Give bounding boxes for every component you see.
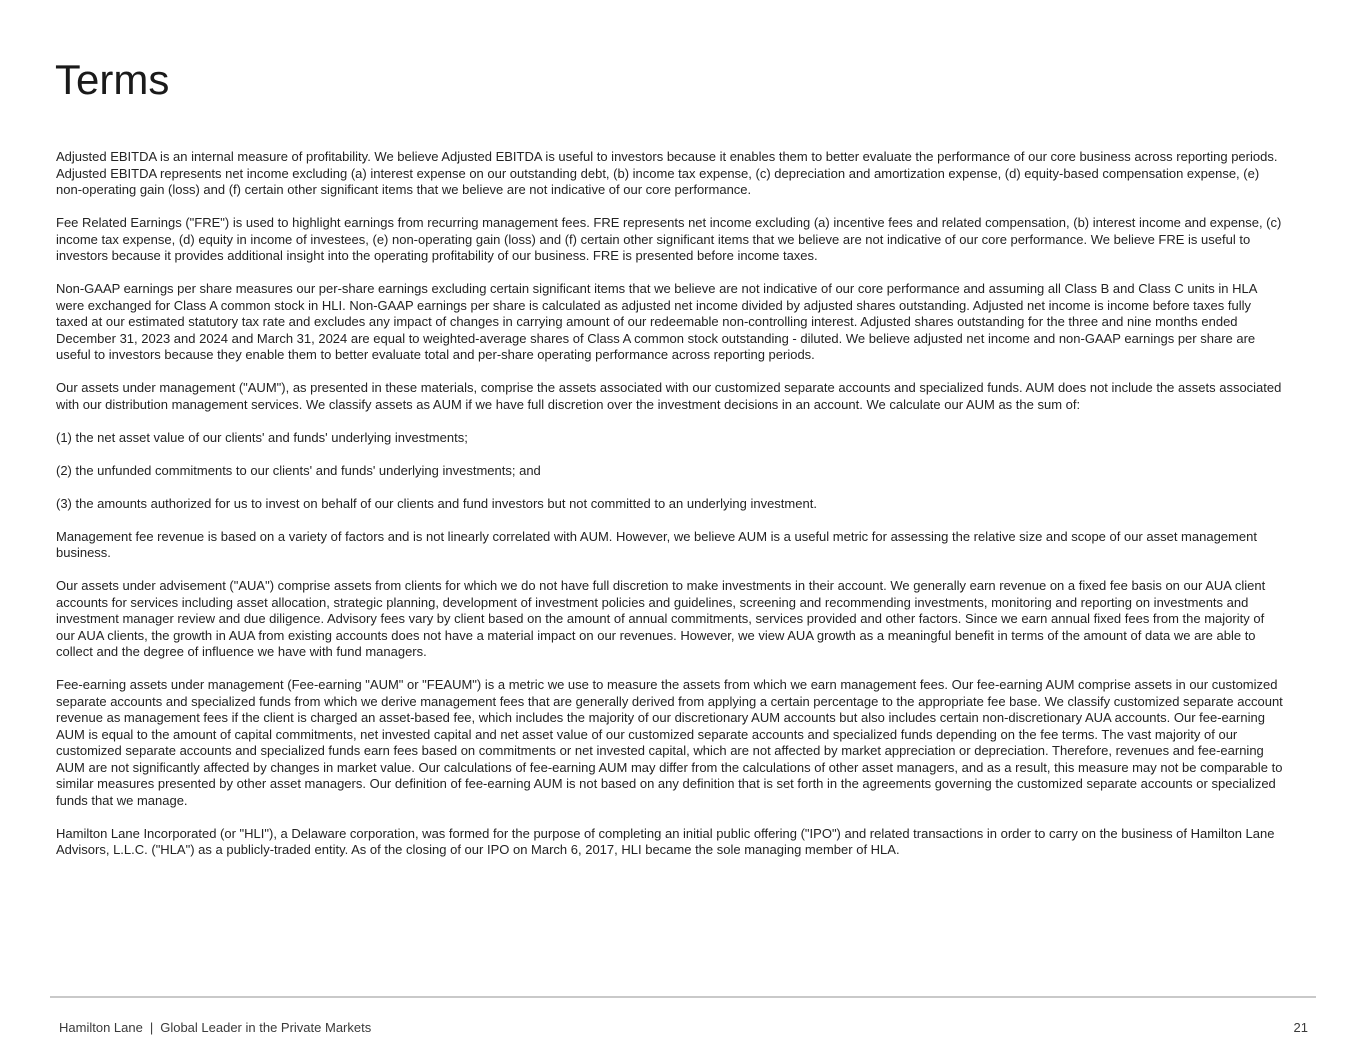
footer-company: Hamilton Lane bbox=[59, 1020, 143, 1035]
paragraph-aum: Our assets under management ("AUM"), as presented in these materials, comprise the assets associated with our customized separate accounts and specialized funds. AUM does not include the assets associated with our distribution management services. We classify assets as AUM if we have full discretion over the investment decisions in an account. We calculate our AUM as the sum of: bbox=[56, 380, 1282, 412]
paragraph-feaum: Fee-earning assets under management (Fee-earning "AUM" or "FEAUM") is a metric we use to measure the assets from which we earn management fees. Our fee-earning AUM comprise assets in our customized separate accounts and specialized funds from which we derive management fees that are generally derived from applying a certain percentage to the appropriate fee base. We classify customized separate account revenue as management fees if the client is charged an asset-based fee, which includes the majority of our discretionary AUM accounts but also includes certain non-discretionary AUA accounts. Our fee-earning AUM is equal to the amount of capital commitments, net invested capital and net asset value of our customized separate accounts and specialized funds depending on the fee terms. The vast majority of our customized separate accounts and specialized funds earn fees based on commitments or net invested capital, which are not affected by market appreciation or depreciation. Therefore, revenues and fee-earning AUM are not significantly affected by changes in market value. Our calculations of fee-earning AUM may differ from the calculations of other asset managers, and as a result, this measure may not be comparable to similar measures presented by other asset managers. Our definition of fee-earning AUM is not based on any definition that is set forth in the agreements governing the customized separate accounts or specialized funds that we manage. bbox=[56, 677, 1283, 808]
paragraph-fre: Fee Related Earnings ("FRE") is used to highlight earnings from recurring management fees. FRE represents net income excluding (a) incentive fees and related compensation, (b) interest income and expense, (c) income tax expense, (d) equity in income of investees, (e) non-operating gain (loss) and (f) certain other significant items that we believe are not indicative of our core performance. We believe FRE is useful to investors because it provides additional insight into the operating profitability of our business. FRE is presented before income taxes. bbox=[56, 215, 1282, 263]
paragraph-adjusted-ebitda: Adjusted EBITDA is an internal measure of profitability. We believe Adjusted EBITDA is useful to investors because it enables them to better evaluate the performance of our core business across reporting periods. Adjusted EBITDA represents net income excluding (a) interest expense on our outstanding debt, (b) income tax expense, (c) depreciation and amortization expense, (d) equity-based compensation expense, (e) non-operating gain (loss) and (f) certain other significant items that we believe are not indicative of our core performance. bbox=[56, 149, 1278, 197]
footer-brand bbox=[59, 1020, 371, 1035]
footer-separator: | bbox=[149, 1020, 154, 1035]
paragraph-management-fee: Management fee revenue is based on a variety of factors and is not linearly correlated with AUM. However, we believe AUM is a useful metric for assessing the relative size and scope of our asset management business. bbox=[56, 528, 1257, 560]
footer-divider bbox=[50, 996, 1316, 998]
page-title: Terms bbox=[55, 56, 170, 103]
terms-body bbox=[56, 149, 1284, 875]
page-number: 21 bbox=[1293, 1020, 1308, 1035]
paragraph-hli: Hamilton Lane Incorporated (or "HLI"), a Delaware corporation, was formed for the purpose of completing an initial public offering ("IPO") and related transactions in order to carry on the business of Hamilton Lane Advisors, L.L.C. ("HLA") as a publicly-traded entity. As of the closing of our IPO on March 6, 2017, HLI became the sole managing member of HLA. bbox=[56, 825, 1275, 857]
paragraph-aum-item-2: (2) the unfunded commitments to our clients' and funds' underlying investments; and bbox=[56, 462, 541, 478]
footer-tagline: Global Leader in the Private Markets bbox=[160, 1020, 372, 1035]
paragraph-non-gaap-eps: Non-GAAP earnings per share measures our per-share earnings excluding certain significant items that we believe are not indicative of our core performance and assuming all Class B and Class C units in HLA were exchanged for Class A common stock in HLI. Non-GAAP earnings per share is calculated as adjusted net income divided by adjusted shares outstanding. Adjusted net income is income before taxes fully taxed at our estimated statutory tax rate and excludes any impact of changes in carrying amount of our redeemable non-controlling interest. Adjusted shares outstanding for the three and nine months ended December 31, 2023 and 2024 and March 31, 2024 are equal to weighted-average shares of Class A common stock outstanding - diluted. We believe adjusted net income and non-GAAP earnings per share are useful to investors because they enable them to better evaluate total and per-share operating performance across reporting periods. bbox=[56, 281, 1257, 362]
paragraph-aum-item-3: (3) the amounts authorized for us to invest on behalf of our clients and fund investors but not committed to an underlying investment. bbox=[56, 495, 817, 511]
paragraph-aum-item-1: (1) the net asset value of our clients' and funds' underlying investments; bbox=[56, 429, 468, 445]
paragraph-aua: Our assets under advisement ("AUA") comprise assets from clients for which we do not have full discretion to make investments in their account. We generally earn revenue on a fixed fee basis on our AUA client accounts for services including asset allocation, strategic planning, development of investment policies and guidelines, screening and recommending investments, monitoring and reporting on investments and investment manager review and due diligence. Advisory fees vary by client based on the amount of annual commitments, services provided and other factors. Since we earn annual fixed fees from the majority of our AUA clients, the growth in AUA from existing accounts does not have a material impact on our revenues. However, we view AUA growth as a meaningful benefit in terms of the amount of data we are able to collect and the degree of influence we have with fund managers. bbox=[56, 578, 1266, 659]
